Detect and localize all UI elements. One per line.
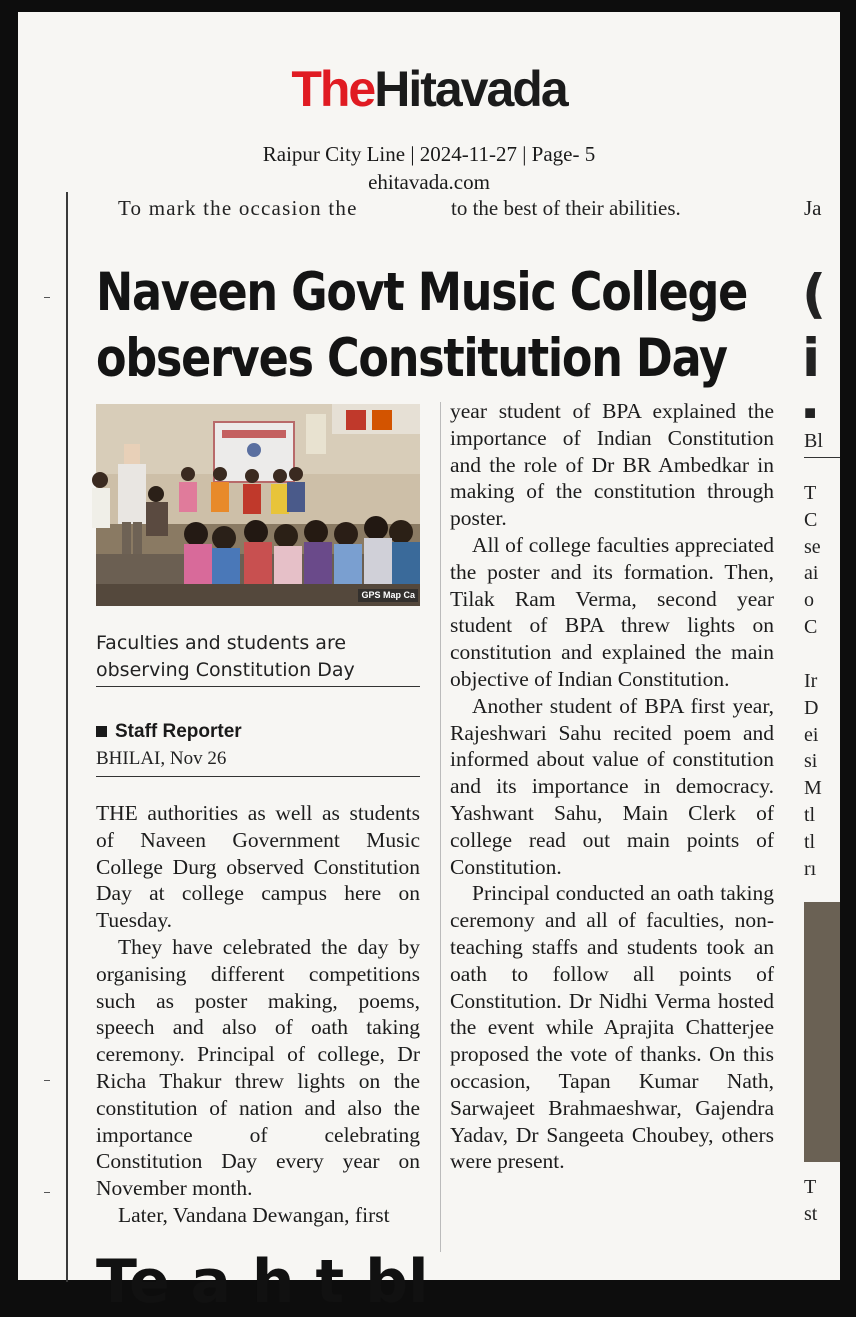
paragraph: All of college faculties appreciated the poster and its formation. Then, Tilak Ram Verma, second year student of BPA threw lights on constitution and explained the main objective of Indian Constitution. <box>450 532 774 691</box>
photo-illustration <box>96 404 420 606</box>
paragraph: Later, Vandana Dewangan, first <box>118 1202 390 1227</box>
strip-letter: o <box>804 589 814 612</box>
next-article-headline: Te a h t bl <box>96 1247 429 1317</box>
strip-letters-c <box>804 668 822 882</box>
paragraph: THE authorities as well as students of Naveen Government Music College Durg observed Constitution Day at college campus here on Tuesday. <box>96 801 420 933</box>
newspaper-page <box>18 12 840 1317</box>
strip-headline-char-1: ( <box>802 264 827 325</box>
masthead-logo <box>18 61 840 117</box>
strip-letter: tl <box>804 803 816 826</box>
margin-tick <box>44 1080 50 1081</box>
margin-tick <box>44 297 50 298</box>
byline-text: Staff Reporter <box>115 721 242 742</box>
strip-letter: C <box>804 615 818 638</box>
strip-letter: M <box>804 777 822 800</box>
dateline: BHILAI, Nov 26 <box>96 748 227 769</box>
paragraph: year student of BPA explained the importance of Indian Constitution and the role of Dr BR Ambedkar in making of the constitution through poster. <box>450 399 774 531</box>
edition-line: Raipur City Line | 2024-11-27 | Page- 5 <box>262 142 596 166</box>
strip-letter: tl <box>804 830 816 853</box>
strip-photo <box>804 902 840 1162</box>
strip-letter: T <box>804 482 817 504</box>
caption-rule <box>96 686 420 687</box>
strip-marker: ■ <box>804 402 817 424</box>
masthead-the: The <box>291 61 375 117</box>
strip-letter: C <box>804 508 818 531</box>
strip-letter: ei <box>804 723 819 746</box>
strip-headline-char-2: i <box>802 328 821 389</box>
strip-letters-b <box>804 480 821 641</box>
photo-caption: Faculties and students are observing Constitution Day <box>96 632 355 681</box>
strip-letter: rı <box>804 857 817 880</box>
strip-letter: D <box>804 696 819 719</box>
previous-article-left-text: To mark the occasion the <box>118 196 358 220</box>
strip-letter: T <box>804 1176 817 1198</box>
strip-letter: Ir <box>804 670 818 692</box>
strip-rule <box>804 457 840 458</box>
byline <box>96 722 242 741</box>
article-column-2 <box>450 398 774 1175</box>
paragraph: They have celebrated the day by organising different competitions such as poster making, poems, speech and also of oath taking ceremony. Principal of college, Dr Richa Thakur threw lights on the constitution of nation and also the importance of celebrating Constitution Day every year on November month. <box>96 934 420 1201</box>
headline-line-1: Naveen Govt Music College <box>96 262 748 323</box>
strip-letter: Bl <box>804 430 823 452</box>
margin-tick <box>44 1192 50 1193</box>
byline-square-icon <box>96 726 107 737</box>
paragraph: Principal conducted an oath taking ceremony and all of faculties, non-teaching staffs and students took an oath to follow all points of Constitution. Dr Nidhi Verma hosted the event while Aprajita Chatterjee proposed the vote of thanks. On this occasion, Tapan Kumar Nath, Sarwajeet Brahmaeshwar, Gajendra Yadav, Dr Sangeeta Choubey, others were present. <box>450 881 774 1174</box>
article-photo <box>96 404 420 606</box>
article-column-1 <box>96 800 420 1229</box>
left-column-rule <box>66 192 68 1282</box>
paragraph: Another student of BPA first year, Rajeshwari Sahu recited poem and informed about value of constitution and its importance in democracy. Yashwant Sahu, Main Clerk of college read out main points of Constitution. <box>450 693 774 879</box>
strip-letters-d <box>804 1174 817 1228</box>
edition-site: ehitavada.com <box>368 170 490 194</box>
dateline-rule <box>96 776 420 777</box>
headline-line-2: observes Constitution Day <box>96 328 727 389</box>
masthead-name: Hitavada <box>374 61 567 117</box>
strip-letter: se <box>804 535 821 558</box>
gps-map-camera-tag: GPS Map Ca <box>358 589 418 602</box>
previous-article-right-text: to the best of their abilities. <box>451 196 681 220</box>
column-divider <box>440 402 441 1252</box>
strip-letter: si <box>804 750 818 773</box>
strip-letter: ai <box>804 562 819 585</box>
previous-article-strip-text: Ja <box>804 196 822 220</box>
article-headline <box>96 260 748 392</box>
strip-letter: st <box>804 1202 818 1225</box>
